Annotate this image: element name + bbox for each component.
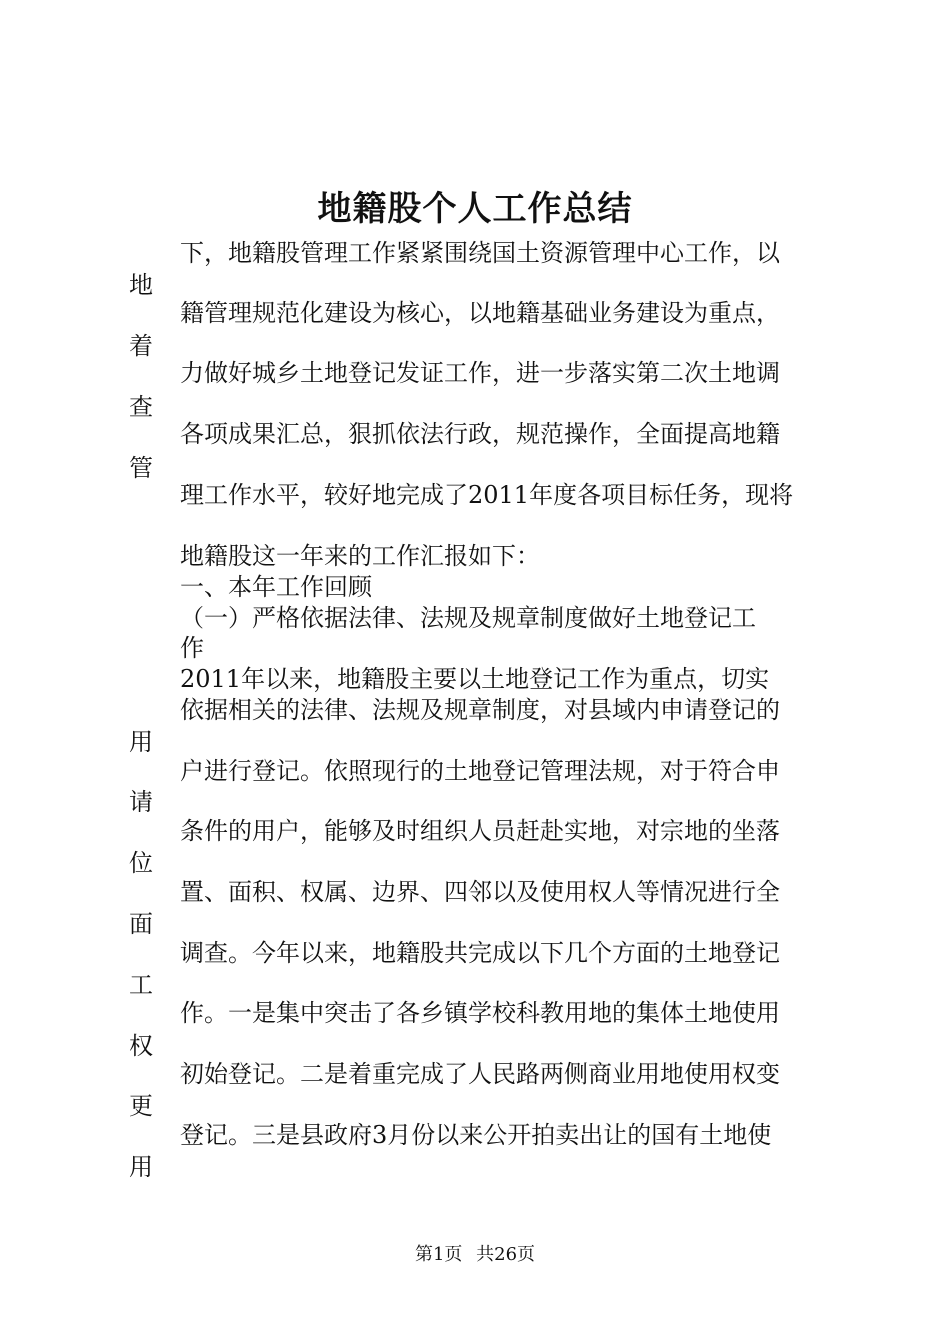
body-line: 理工作水平，较好地完成了2011年度各项目标任务，现将 [180,481,794,509]
side-char: 管 [129,454,153,482]
body-line: 地籍股这一年来的工作汇报如下： [180,542,540,570]
body-line: 各项成果汇总，狠抓依法行政，规范操作，全面提高地籍 [180,420,780,448]
body-line: 户进行登记。依照现行的土地登记管理法规，对于符合申 [180,757,780,785]
subsection-heading: （一）严格依据法律、法规及规章制度做好土地登记工 [180,604,756,632]
body-line: 调查。今年以来，地籍股共完成以下几个方面的土地登记 [180,939,780,967]
page-number: 第1页 [414,1244,463,1265]
side-char: 面 [129,910,153,938]
section-heading: 一、本年工作回顾 [180,573,372,601]
side-char: 地 [129,271,153,299]
subsection-heading-cont: 作 [180,634,204,662]
body-line: 条件的用户，能够及时组织人员赶赴实地，对宗地的坐落 [180,817,780,845]
side-char: 更 [129,1092,153,1120]
body-line: 力做好城乡土地登记发证工作，进一步落实第二次土地调 [180,359,780,387]
side-char: 查 [129,393,153,421]
body-line: 作。一是集中突击了各乡镇学校科教用地的集体土地使用 [180,999,780,1027]
side-char: 用 [129,728,153,756]
side-char: 用 [129,1153,153,1181]
side-char: 请 [129,788,153,816]
body-line: 籍管理规范化建设为核心，以地籍基础业务建设为重点， [180,299,780,327]
body-line: 初始登记。二是着重完成了人民路两侧商业用地使用权变 [180,1060,780,1088]
body-line: 置、面积、权属、边界、四邻以及使用权人等情况进行全 [180,878,780,906]
body-line: 登记。三是县政府3月份以来公开拍卖出让的国有土地使 [180,1121,772,1149]
page-total: 共26页 [476,1244,536,1265]
document-title: 地籍股个人工作总结 [317,189,633,229]
side-char: 工 [129,971,153,999]
side-char: 权 [129,1032,153,1060]
side-char: 位 [129,849,153,877]
body-line: 2011年以来，地籍股主要以土地登记工作为重点，切实 [180,665,770,693]
body-line: 依据相关的法律、法规及规章制度，对县域内申请登记的 [180,696,780,724]
page-footer [0,1243,950,1267]
side-char: 着 [129,332,153,360]
body-line: 下，地籍股管理工作紧紧围绕国土资源管理中心工作，以 [180,239,780,267]
